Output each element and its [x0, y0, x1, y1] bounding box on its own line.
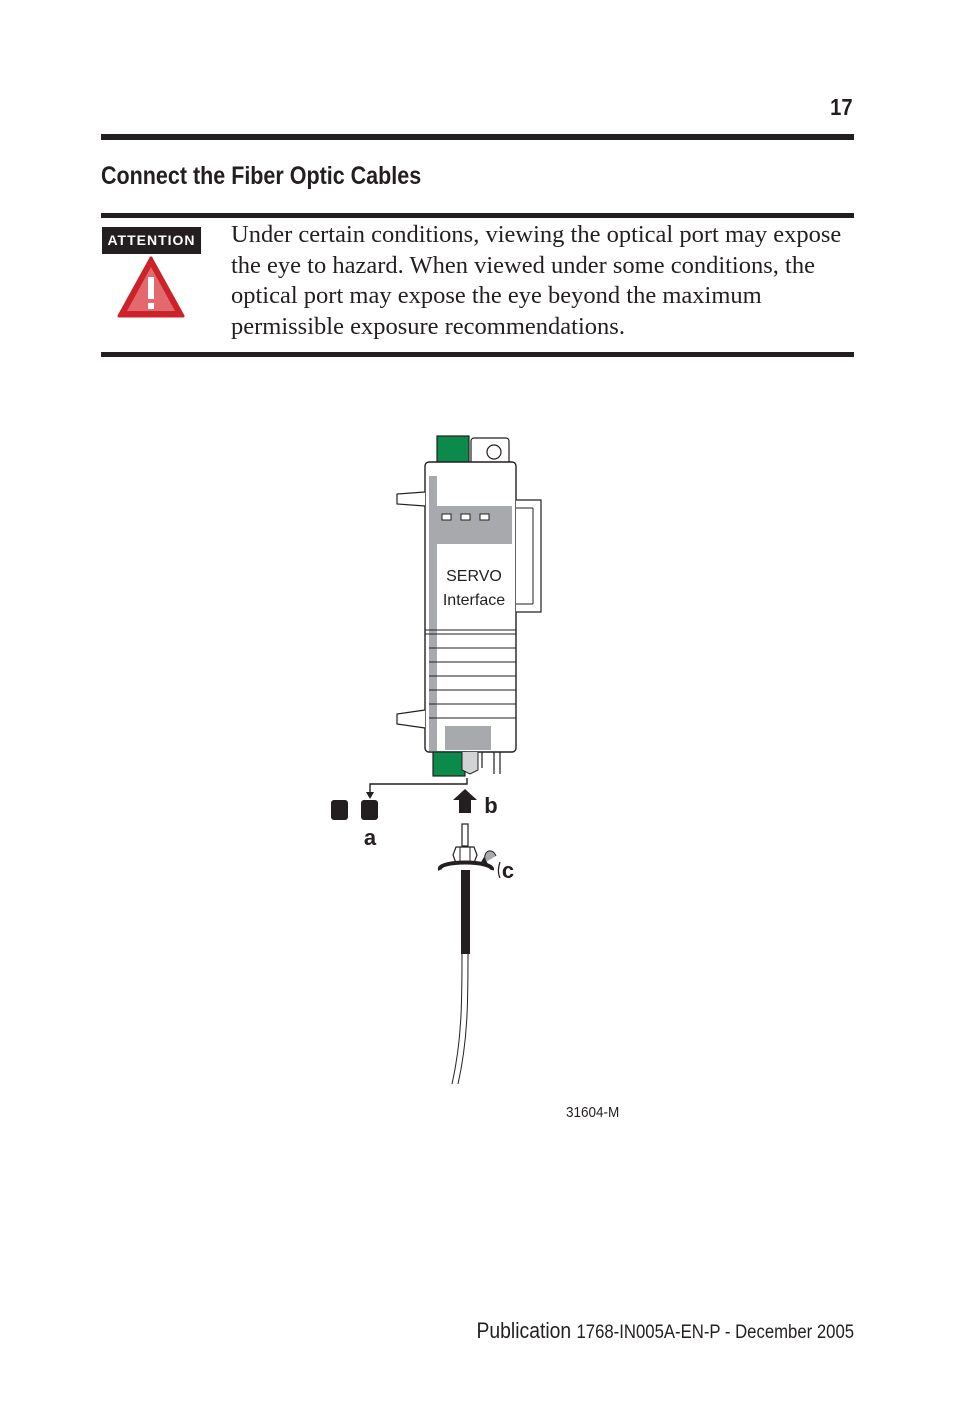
warning-triangle-icon — [117, 255, 185, 319]
port-square-icon — [361, 800, 378, 820]
attention-message: Under certain conditions, viewing the optical port may expose the eye to hazard. When viewed under some conditions, the optical port may expose the eye beyond the maximum permissible exposure recommendations. — [231, 221, 842, 340]
attention-top-rule — [101, 213, 854, 218]
module-left-band — [429, 476, 437, 751]
attention-bottom-rule — [101, 352, 854, 357]
optical-port-area — [445, 726, 491, 750]
module-label-line1: SERVO — [446, 568, 502, 585]
module-top-band — [429, 534, 512, 544]
figure-id: 31604-M — [566, 1104, 620, 1121]
fiber-cable-jacket — [461, 870, 470, 954]
header-rule — [101, 134, 854, 140]
led-indicator — [442, 514, 451, 520]
module-bottom-green-tab — [433, 752, 465, 776]
fiber-cable — [452, 954, 462, 1084]
insert-arrow-icon — [453, 789, 477, 813]
fiber-connector-tip — [462, 824, 468, 846]
module-left-pin — [397, 710, 425, 728]
port-square-icon — [331, 800, 348, 820]
page-number: 17 — [830, 94, 853, 120]
callout-b: b — [484, 793, 498, 818]
callout-c: c — [501, 858, 515, 883]
fiber-optic-connection-diagram — [320, 430, 640, 1120]
module-label-line2: Interface — [442, 592, 506, 609]
module-side-connector — [516, 500, 541, 612]
section-title: Connect the Fiber Optic Cables — [101, 162, 422, 190]
module-left-pin — [397, 492, 425, 506]
callout-a-leader — [370, 778, 467, 796]
attention-badge: ATTENTION — [102, 227, 201, 254]
rotate-arrow-icon — [485, 851, 496, 862]
callout-a: a — [363, 825, 377, 850]
footer-publication-label: Publication — [476, 1318, 572, 1343]
footer-publication-id: 1768-IN005A-EN-P - December 2005 — [576, 1322, 854, 1343]
led-indicator — [461, 514, 470, 520]
led-indicator — [480, 514, 489, 520]
footer — [476, 1318, 854, 1344]
module-latch-hole — [487, 445, 501, 459]
optical-port-receptacle — [462, 752, 478, 774]
